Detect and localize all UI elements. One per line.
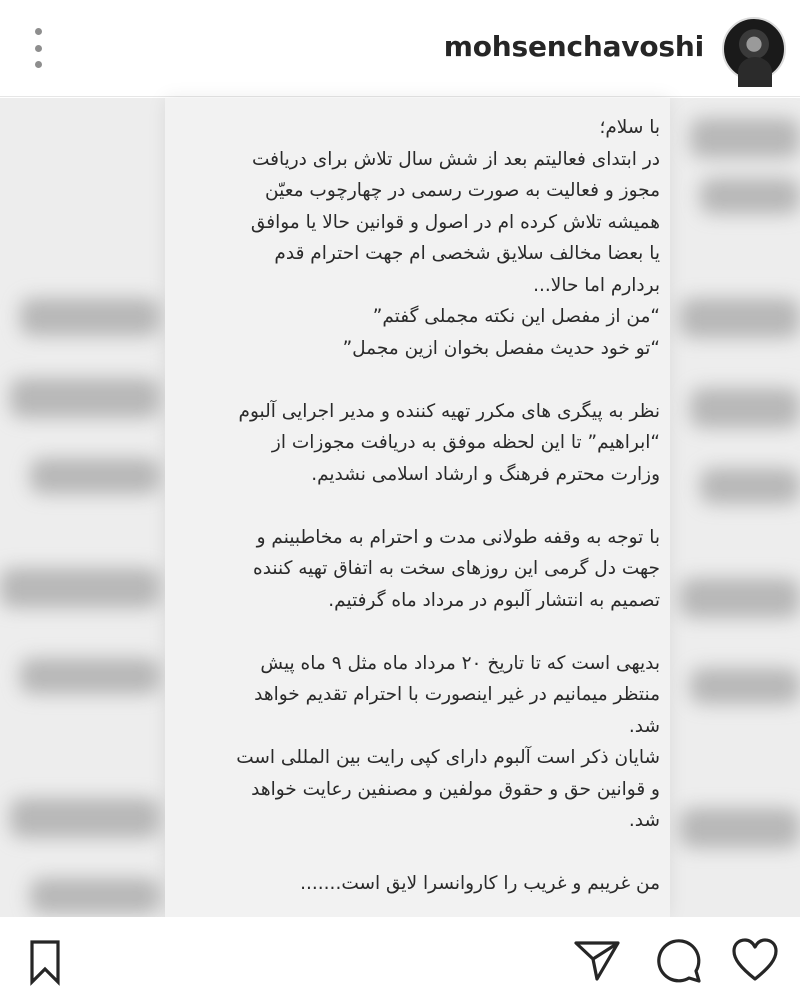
- share-button[interactable]: [572, 935, 622, 985]
- avatar[interactable]: [722, 17, 786, 81]
- dot-icon: [35, 45, 42, 52]
- dot-icon: [35, 61, 42, 68]
- action-bar: [0, 917, 800, 1003]
- like-button[interactable]: [730, 935, 780, 985]
- post-image[interactable]: [0, 98, 800, 917]
- post-header: [0, 0, 800, 97]
- heart-icon: [730, 935, 780, 985]
- post-text: با سلام؛ در ابتدای فعالیتم بعد از شش سال تلاش برای دریافت مجوز و فعالیت به صورت رسمی در چهارچوب معیّن همیشه تلاش کرده ام در اصول و قوانین حالا یا موافق یا بعضا مخالف سلایق شخصی ام جهت احترام قدم بردارم اما حالا... “من از مفصل این نکته مجملی گفتم” “تو خود حدیث مفصل بخوان ازین مجمل” نظر به پیگری های مکرر تهیه کننده و مدیر اجرایی آلبوم “ابراهیم” تا این لحظه موفق به دریافت مجوزات از وزارت محترم فرهنگ و ارشاد اسلامی نشدیم. با توجه به وقفه طولانی مدت و احترام به مخاطبینم و جهت دل گرمی این روزهای سخت به اتفاق تهیه کننده تصمیم به انتشار آلبوم در مرداد ماه گرفتیم. بدیهی است که تا تاریخ ۲۰ مرداد ماه مثل ۹ ماه پیش منتظر میمانیم در غیر اینصورت با احترام تقدیم خواهد شد. شایان ذکر است آلبوم دارای کپی رایت بین المللی است و قوانین حق و حقوق مولفین و مصنفین رعایت خواهد شد. من غریبم و غریب را کاروانسرا لایق است.......: [236, 117, 660, 894]
- dot-icon: [35, 28, 42, 35]
- comment-icon: [653, 935, 703, 985]
- comment-button[interactable]: [653, 935, 703, 985]
- more-options-button[interactable]: [26, 28, 50, 68]
- save-button[interactable]: [20, 937, 70, 987]
- share-icon: [572, 935, 622, 985]
- bookmark-icon: [20, 937, 70, 987]
- username[interactable]: mohsenchavoshi: [443, 30, 704, 63]
